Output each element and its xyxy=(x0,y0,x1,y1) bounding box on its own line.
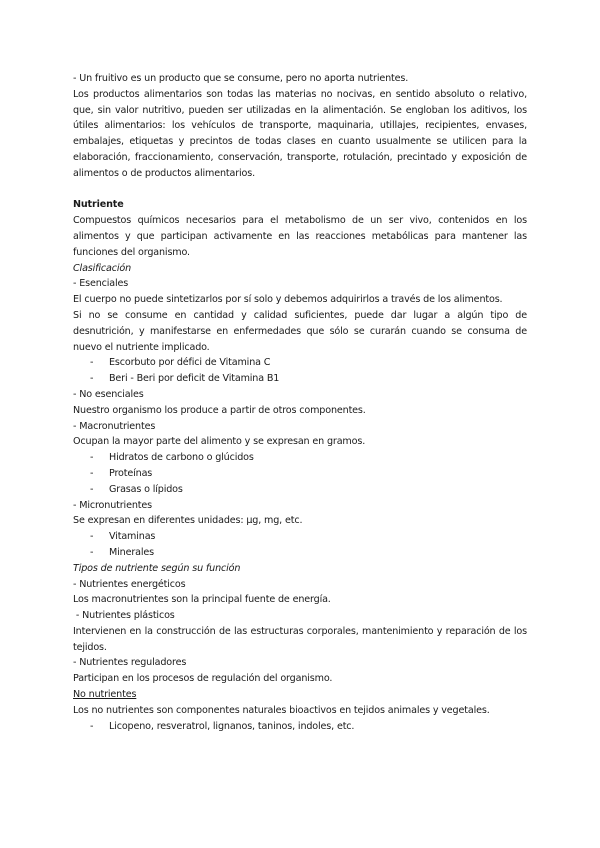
heading-nutriente: Nutriente xyxy=(73,199,124,211)
label-esenciales: - Esenciales xyxy=(73,278,129,290)
label-energeticos: - Nutrientes energéticos xyxy=(73,578,186,590)
list-item-text: Beri - Beri por deficit de Vitamina B1 xyxy=(109,373,280,385)
paragraph-energeticos: Los macronutrientes son la principal fuente de energía. xyxy=(73,594,331,606)
list-item xyxy=(90,529,527,545)
list-no-nutrientes xyxy=(73,719,527,735)
paragraph-esenciales-1: El cuerpo no puede sintetizarlos por sí solo y debemos adquirirlos a través de los alimentos. xyxy=(73,294,503,306)
list-item-text: Vitaminas xyxy=(109,531,156,543)
list-item xyxy=(90,450,527,466)
list-item xyxy=(90,719,527,735)
list-item-text: Minerales xyxy=(109,546,154,558)
label-macronutrientes: - Macronutrientes xyxy=(73,420,156,432)
paragraph-productos-alimentarios: Los productos alimentarios son todas las materias no nocivas, en sentido absoluto o relativo, que, sin valor nutritivo, pueden ser utilizadas en la alimentación. Se engloban los aditivos, los útiles alimentarios: los vehículos de transporte, maquinaria, utillajes, recipientes, envases, embalajes, etiquetas y precintos de todas clases en cuanto usualmente se utilicen para la elaboración, fraccionamiento, conservación, transporte, rotulación, precintado y exposición de alimentos o de productos alimentarios. xyxy=(73,88,527,179)
list-item-text: Escorbuto por défici de Vitamina C xyxy=(109,357,271,369)
paragraph-plasticos: Intervienen en la construcción de las estructuras corporales, mantenimiento y reparación de los tejidos. xyxy=(73,625,527,653)
paragraph-micronutrientes: Se expresan en diferentes unidades: µg, mg, etc. xyxy=(73,515,303,527)
paragraph-nutriente-definicion: Compuestos químicos necesarios para el metabolismo de un ser vivo, contenidos en los alimentos y que participan activamente en las reacciones metabólicas para mantener las funciones del organismo. xyxy=(73,215,527,258)
list-item xyxy=(90,371,527,387)
paragraph-esenciales-2: Si no se consume en cantidad y calidad suficientes, puede dar lugar a algún tipo de desnutrición, y manifestarse en enfermedades que sólo se curarán cuando se consuma de nuevo el nutriente implicado. xyxy=(73,309,527,353)
label-reguladores: - Nutrientes reguladores xyxy=(73,657,187,669)
spacer xyxy=(73,182,527,198)
label-micronutrientes: - Micronutrientes xyxy=(73,499,152,511)
paragraph-no-esenciales: Nuestro organismo los produce a partir de otros componentes. xyxy=(73,404,366,416)
list-item-text: Hidratos de carbono o glúcidos xyxy=(109,452,254,464)
list-item-text: Proteínas xyxy=(109,467,153,479)
dash-bullet: - xyxy=(90,531,94,543)
list-item xyxy=(90,482,527,498)
heading-tipos-nutriente: Tipos de nutriente según su función xyxy=(73,562,241,574)
list-item xyxy=(90,355,527,371)
label-no-esenciales: - No esenciales xyxy=(73,388,144,400)
list-enfermedades xyxy=(73,355,527,387)
heading-clasificacion: Clasificación xyxy=(73,262,132,274)
list-item-text: Licopeno, resveratrol, lignanos, taninos, indoles, etc. xyxy=(109,720,355,732)
dash-bullet: - xyxy=(90,720,94,732)
paragraph-no-nutrientes: Los no nutrientes son componentes naturales bioactivos en tejidos animales y vegetales. xyxy=(73,704,490,716)
dash-bullet: - xyxy=(90,357,94,369)
paragraph-fruitivo: - Un fruitivo es un producto que se consume, pero no aporta nutrientes. xyxy=(73,73,409,84)
dash-bullet: - xyxy=(90,483,94,495)
dash-bullet: - xyxy=(90,373,94,385)
list-item xyxy=(90,466,527,482)
paragraph-macronutrientes: Ocupan la mayor parte del alimento y se expresan en gramos. xyxy=(73,436,366,448)
dash-bullet: - xyxy=(90,546,94,558)
list-macronutrientes xyxy=(73,450,527,497)
paragraph-reguladores: Participan en los procesos de regulación del organismo. xyxy=(73,673,333,685)
dash-bullet: - xyxy=(90,467,94,479)
list-item-text: Grasas o lípidos xyxy=(109,483,183,495)
heading-no-nutrientes: No nutrientes xyxy=(73,689,137,701)
list-item xyxy=(90,545,527,561)
label-plasticos: - Nutrientes plásticos xyxy=(73,610,175,622)
dash-bullet: - xyxy=(90,452,94,464)
list-micronutrientes xyxy=(73,529,527,561)
